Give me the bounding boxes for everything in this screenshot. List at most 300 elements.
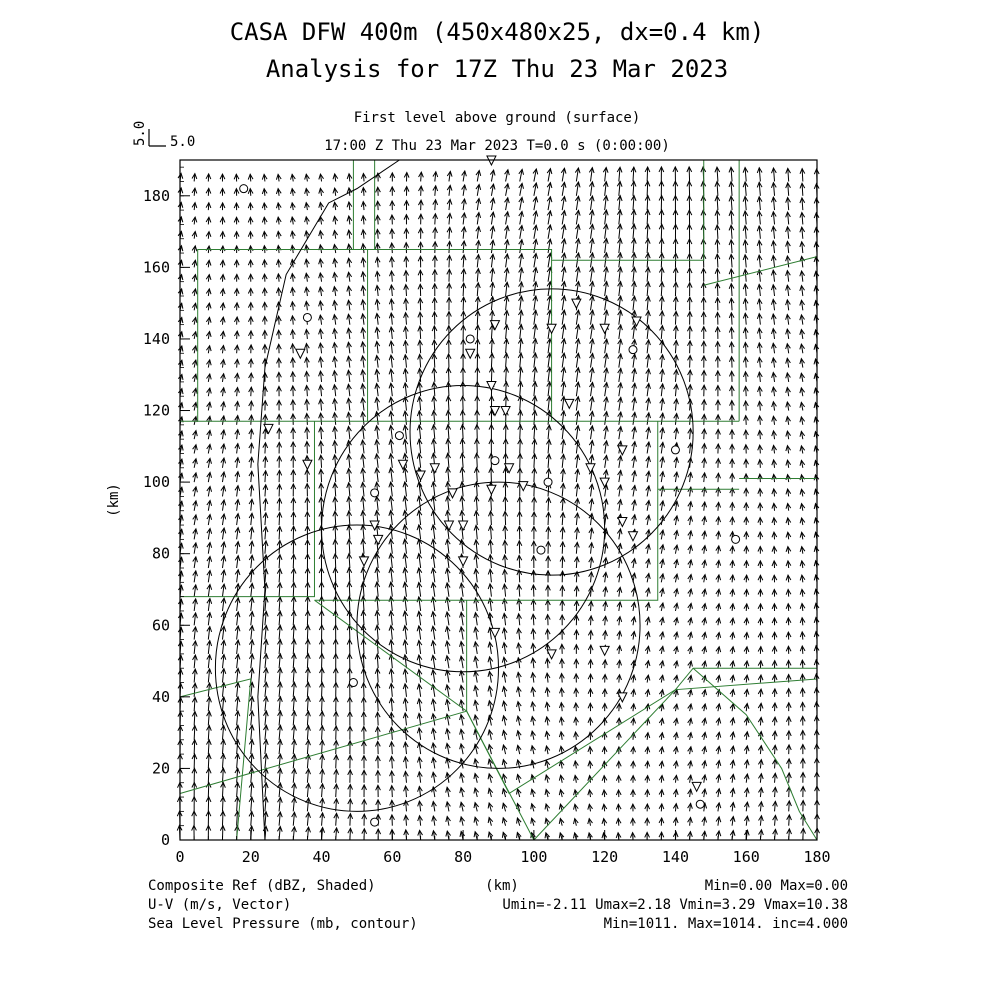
wind-vector <box>403 611 408 625</box>
wind-vector <box>206 317 211 324</box>
wind-vector <box>460 744 465 754</box>
wind-vector <box>476 269 481 282</box>
wind-vector <box>517 585 522 597</box>
wind-vector <box>461 255 466 267</box>
wind-vector <box>193 473 198 482</box>
wind-vector <box>545 600 550 611</box>
wind-vector <box>403 698 408 711</box>
wind-vector <box>475 368 480 382</box>
wind-vector <box>645 761 650 768</box>
wind-vector <box>561 339 566 354</box>
wind-vector <box>276 316 281 324</box>
wind-vector <box>660 472 665 482</box>
wind-vector <box>646 559 651 568</box>
wind-vector <box>207 655 212 668</box>
wind-vector <box>632 383 637 396</box>
wind-vector <box>517 614 522 625</box>
wind-vector <box>618 354 623 368</box>
wind-vector <box>235 697 240 711</box>
wind-vector <box>433 256 438 268</box>
wind-vector <box>502 730 507 739</box>
wind-vector <box>660 603 665 611</box>
wind-vector <box>263 471 268 482</box>
wind-vector <box>445 539 450 553</box>
wind-vector-shaft <box>520 425 521 439</box>
wind-vector <box>659 167 664 182</box>
wind-vector <box>559 717 564 725</box>
wind-vector <box>207 472 212 482</box>
wind-vector <box>659 196 664 211</box>
wind-vector <box>504 339 509 353</box>
wind-vector <box>235 598 240 611</box>
wind-vector <box>277 827 282 840</box>
wind-vector <box>645 790 650 797</box>
wind-vector <box>305 428 310 440</box>
wind-vector <box>235 612 240 625</box>
wind-vector <box>547 411 552 425</box>
wind-vector-shaft <box>222 797 223 811</box>
wind-vector <box>276 231 281 238</box>
wind-vector <box>235 783 240 797</box>
wind-vector <box>575 528 580 540</box>
wind-vector <box>192 303 197 310</box>
wind-vector <box>249 626 254 640</box>
wind-vector <box>178 557 183 568</box>
wind-vector <box>589 168 594 182</box>
wind-vector <box>561 353 566 367</box>
wind-vector <box>362 799 367 811</box>
wind-vector <box>277 583 282 597</box>
wind-vector <box>305 442 310 454</box>
wind-vector <box>632 267 637 281</box>
wind-vector <box>603 196 608 210</box>
wind-vector <box>474 453 479 467</box>
subtitle-line-2: 17:00 Z Thu 23 Mar 2023 T=0.0 s (0:00:00) <box>324 138 670 154</box>
wind-vector <box>547 382 552 396</box>
wind-vector <box>192 346 197 353</box>
wind-vector <box>432 298 437 310</box>
wind-vector <box>560 600 565 611</box>
wind-vector <box>431 525 436 539</box>
wind-vector <box>660 442 665 453</box>
reference-vector-label-vertical: 5.0 <box>132 121 148 146</box>
wind-vector <box>561 196 566 210</box>
wind-vector <box>192 797 197 812</box>
wind-vector <box>461 241 466 253</box>
wind-vector <box>292 827 297 840</box>
wind-vector <box>206 232 211 239</box>
wind-vector <box>320 769 325 782</box>
wind-vector <box>404 313 409 325</box>
wind-vector <box>532 527 537 540</box>
wind-vector-shaft <box>462 425 463 440</box>
wind-vector <box>319 668 324 682</box>
wind-vector <box>319 343 324 353</box>
wind-vector <box>660 559 665 568</box>
wind-vector <box>659 646 664 653</box>
wind-vector <box>532 439 537 453</box>
wind-vector <box>461 269 466 282</box>
wind-vector <box>504 382 509 397</box>
wind-vector <box>617 558 622 568</box>
wind-vector <box>389 511 394 525</box>
wind-vector <box>319 202 324 210</box>
wind-vector <box>631 761 636 768</box>
wind-vector <box>375 257 380 267</box>
wind-vector <box>263 682 268 696</box>
wind-vector <box>375 370 380 382</box>
wind-vector <box>660 530 665 539</box>
wind-vector <box>618 470 623 482</box>
wind-vector <box>517 687 522 697</box>
wind-vector <box>646 384 651 397</box>
wind-vector <box>207 726 212 740</box>
wind-vector <box>504 212 509 225</box>
wind-vector <box>631 196 636 210</box>
wind-vector <box>221 711 226 725</box>
wind-vector <box>531 818 536 825</box>
wind-vector-shaft <box>307 639 308 654</box>
wind-vector <box>249 612 254 626</box>
wind-vector <box>488 540 493 554</box>
wind-vector <box>545 790 550 798</box>
wind-vector <box>603 455 608 467</box>
wind-vector <box>249 471 254 482</box>
wind-vector <box>418 284 423 296</box>
wind-vector <box>631 210 636 225</box>
wind-vector <box>333 399 338 411</box>
wind-vector <box>502 760 507 769</box>
wind-vector <box>334 740 339 754</box>
wind-vector <box>192 332 197 339</box>
wind-vector <box>659 804 664 811</box>
wind-vector <box>445 612 450 625</box>
wind-vector <box>531 789 536 797</box>
wind-vector <box>263 754 268 768</box>
wind-vector <box>575 310 580 325</box>
wind-vector <box>221 640 226 654</box>
wind-vector <box>531 629 536 640</box>
wind-vector <box>603 210 608 224</box>
wind-vector <box>646 427 651 439</box>
wind-vector <box>502 716 507 726</box>
wind-vector <box>404 215 409 225</box>
wind-vector <box>305 344 310 354</box>
wind-vector <box>206 188 211 195</box>
wind-vector <box>475 396 480 410</box>
wind-vector <box>404 257 409 268</box>
wind-vector <box>207 570 212 582</box>
wind-vector <box>489 367 494 381</box>
wind-vector <box>193 515 198 525</box>
wind-vector <box>389 440 394 454</box>
wind-vector <box>178 641 183 654</box>
wind-vector <box>574 718 579 726</box>
wind-vector <box>474 671 479 682</box>
wind-vector <box>575 469 580 482</box>
wind-vector <box>646 354 651 367</box>
wind-vector <box>361 412 366 425</box>
wind-vector <box>561 310 566 325</box>
wind-vector <box>588 660 593 669</box>
wind-vector <box>490 297 495 311</box>
wind-vector <box>375 496 380 510</box>
wind-vector <box>673 733 678 740</box>
wind-vector <box>533 211 538 224</box>
wind-vector <box>546 454 551 468</box>
wind-vector <box>575 426 580 440</box>
wind-vector <box>631 224 636 239</box>
wind-vector <box>221 542 226 554</box>
wind-vector <box>192 232 197 239</box>
wind-vector <box>291 540 296 553</box>
wind-vector <box>632 282 637 296</box>
wind-vector <box>347 596 352 611</box>
wind-vector <box>561 454 566 467</box>
wind-vector <box>645 282 650 296</box>
wind-vector <box>348 741 353 754</box>
wind-vector <box>616 790 621 797</box>
wind-vector <box>403 568 408 582</box>
wind-vector <box>418 298 423 310</box>
wind-vector <box>460 715 465 726</box>
wind-vector <box>632 398 637 411</box>
wind-vector <box>476 241 481 253</box>
wind-vector <box>361 712 366 725</box>
wind-vector <box>417 539 422 553</box>
wind-vector <box>178 627 183 639</box>
wind-vector <box>192 374 197 382</box>
wind-vector <box>589 210 594 224</box>
wind-vector <box>361 188 366 196</box>
wind-vector <box>631 804 636 811</box>
wind-vector <box>476 213 481 225</box>
wind-vector <box>361 611 366 625</box>
wind-vector <box>431 641 436 654</box>
wind-vector <box>646 296 651 310</box>
wind-vector <box>604 397 609 410</box>
wind-vector <box>192 217 197 224</box>
wind-vector <box>488 526 493 540</box>
wind-vector <box>249 359 254 368</box>
wind-vector <box>249 797 254 811</box>
wind-vector <box>235 430 240 440</box>
wind-vector <box>645 804 650 811</box>
wind-vector <box>419 172 424 181</box>
wind-vector <box>616 761 621 768</box>
wind-vector <box>319 455 324 468</box>
wind-vector <box>334 784 339 797</box>
wind-vector <box>433 242 438 253</box>
wind-vector <box>220 303 225 310</box>
wind-vector <box>234 232 239 239</box>
wind-vector <box>389 411 394 424</box>
wind-vector <box>249 429 254 439</box>
wind-vector <box>178 599 183 611</box>
wind-vector <box>235 683 240 697</box>
wind-vector <box>474 715 479 725</box>
wind-vector <box>518 439 523 453</box>
wind-vector <box>445 729 450 740</box>
wind-vector <box>320 726 325 740</box>
wind-vector <box>249 697 254 711</box>
wind-vector <box>645 239 650 253</box>
wind-vector <box>559 703 564 711</box>
wind-vector <box>389 496 394 510</box>
wind-vector <box>234 217 239 224</box>
wind-vector <box>432 312 437 325</box>
wind-vector <box>460 627 465 640</box>
wind-vector <box>533 253 538 267</box>
wind-vector <box>206 303 211 310</box>
wind-vector <box>404 771 409 782</box>
wind-vector <box>432 354 437 367</box>
wind-vector <box>263 415 268 425</box>
wind-vector <box>277 400 282 410</box>
wind-vector <box>417 568 422 582</box>
wind-vector <box>431 699 436 711</box>
wind-vector <box>305 582 310 596</box>
wind-vector <box>503 439 508 453</box>
wind-vector <box>249 485 254 496</box>
wind-vector <box>263 640 268 654</box>
wind-vector <box>547 353 552 368</box>
subtitle-line-1: First level above ground (surface) <box>354 110 641 126</box>
wind-vector <box>545 702 550 711</box>
wind-vector <box>560 557 565 568</box>
wind-vector <box>560 527 565 539</box>
wind-vector <box>432 439 437 453</box>
wind-vector <box>347 328 352 339</box>
wind-vector <box>390 215 395 224</box>
wind-vector <box>319 371 324 382</box>
wind-vector <box>659 733 664 740</box>
wind-vector <box>192 317 197 324</box>
wind-vector <box>646 369 651 382</box>
wind-vector <box>234 317 239 325</box>
wind-vector <box>263 711 268 726</box>
wind-vector <box>320 784 325 797</box>
wind-vector <box>248 174 253 181</box>
wind-vector <box>431 554 436 568</box>
wind-vector <box>646 442 651 453</box>
wind-vector <box>474 788 479 797</box>
wind-vector <box>305 554 310 568</box>
wind-vector <box>589 382 594 396</box>
wind-vector <box>617 587 622 596</box>
wind-vector <box>589 572 594 582</box>
wind-vector <box>221 570 226 582</box>
wind-vector <box>460 453 465 468</box>
wind-vector <box>221 654 226 668</box>
wind-vector <box>292 812 297 825</box>
wind-vector <box>235 514 240 525</box>
wind-vector <box>589 182 594 196</box>
wind-vector <box>545 688 550 697</box>
wind-vector <box>574 645 579 654</box>
wind-vector <box>291 400 296 411</box>
wind-vector <box>347 712 352 726</box>
wind-vector <box>460 468 465 483</box>
wind-vector <box>305 654 310 669</box>
wind-vector <box>488 774 493 783</box>
wind-vector <box>276 174 281 181</box>
wind-vector <box>645 818 650 825</box>
wind-vector <box>361 539 366 553</box>
wind-vector <box>178 389 183 397</box>
wind-vector <box>445 656 450 668</box>
wind-vector <box>532 425 537 439</box>
wind-vector <box>559 819 564 826</box>
wind-vector <box>347 469 352 482</box>
wind-vector <box>588 616 593 625</box>
wind-vector-shaft <box>349 582 350 597</box>
wind-vector <box>533 310 538 324</box>
wind-vector <box>461 311 466 324</box>
wind-vector <box>417 453 422 467</box>
wind-vector <box>659 675 664 682</box>
wind-vector <box>445 583 450 597</box>
wind-vector <box>320 798 325 811</box>
wind-vector <box>347 483 352 497</box>
wind-vector <box>262 174 267 181</box>
wind-vector <box>221 500 226 511</box>
wind-vector <box>618 368 623 382</box>
wind-vector <box>248 303 253 311</box>
wind-vector <box>632 471 637 482</box>
wind-vector <box>418 801 423 811</box>
wind-vector <box>445 554 450 568</box>
wind-vector <box>431 728 436 739</box>
wind-vector <box>431 568 436 582</box>
wind-vector <box>207 430 212 439</box>
wind-vector <box>347 286 352 296</box>
wind-vector-shaft <box>463 297 464 310</box>
wind-vector <box>276 189 281 196</box>
wind-vector <box>291 625 296 639</box>
wind-vector <box>547 396 552 410</box>
wind-vector <box>263 373 268 382</box>
wind-vector <box>248 288 253 296</box>
wind-vector <box>333 216 338 224</box>
wind-vector <box>291 372 296 382</box>
wind-vector <box>461 283 466 296</box>
wind-vector <box>361 272 366 282</box>
wind-vector <box>617 660 622 668</box>
wind-vector <box>334 711 339 725</box>
wind-vector <box>532 396 537 410</box>
wind-vector <box>333 230 338 238</box>
wind-vector <box>545 659 550 669</box>
wind-vector <box>518 325 523 339</box>
wind-vector <box>234 289 239 296</box>
wind-vector <box>502 803 507 811</box>
wind-vector <box>645 661 650 669</box>
wind-vector <box>519 226 524 239</box>
wind-vector <box>602 674 607 682</box>
wind-vector <box>375 468 380 482</box>
wind-vector <box>404 786 409 797</box>
wind-vector <box>617 646 622 654</box>
wind-vector <box>235 626 240 640</box>
wind-vector <box>291 203 296 210</box>
wind-vector <box>263 797 268 811</box>
wind-vector <box>517 468 522 482</box>
wind-vector-shaft <box>491 367 492 381</box>
wind-vector <box>645 224 650 239</box>
wind-vector <box>433 214 438 225</box>
wind-vector <box>306 769 311 783</box>
